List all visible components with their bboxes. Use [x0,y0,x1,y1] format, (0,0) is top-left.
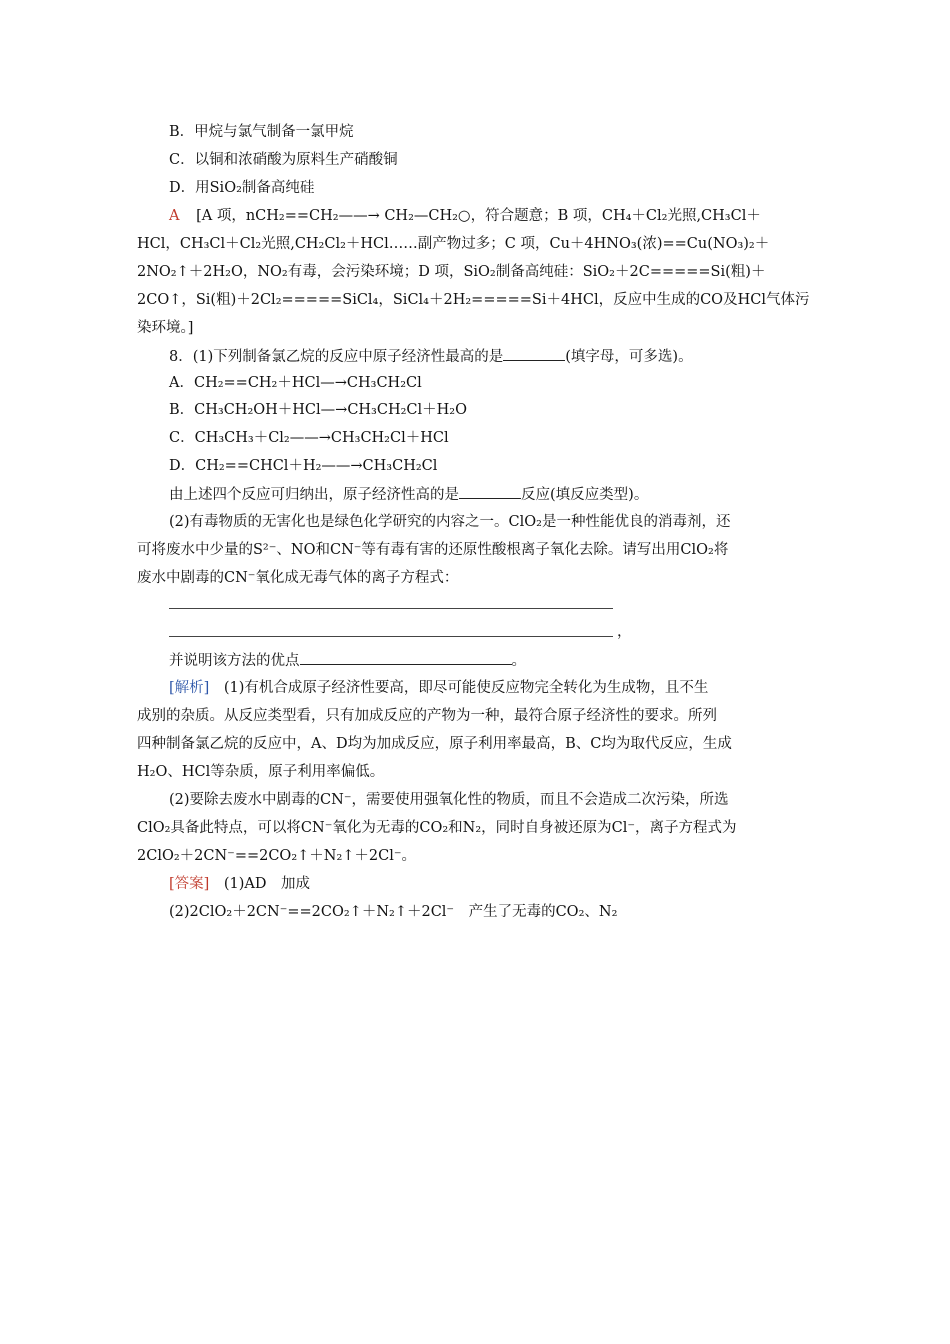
answer-7-line5: 染环境。] [137,320,194,336]
q8-advantage [169,650,526,671]
option-c: C．以铜和浓硝酸为原料生产硝酸铜 [169,152,398,168]
q8-part2-line2: 可将废水中少量的S²⁻、NO和CN⁻等有毒有害的还原性酸根离子氧化去除。请写出用ClO₂将 [137,542,729,558]
q8-advantage-a: 并说明该方法的优点 [169,653,300,669]
blank-comma: ， [617,624,632,640]
analysis-line1 [169,678,708,698]
answer-tag: [答案] [169,876,210,892]
answer-blank-line-1[interactable] [169,608,613,609]
analysis-line1-text: (1)有机合成原子经济性要高，即尽可能使反应物完全转化为生成物，且不生 [209,680,709,696]
option-d: D．用SiO₂制备高纯硅 [169,180,315,196]
answer-8-line1 [169,874,310,894]
answer-8-line1-text: (1)AD 加成 [209,876,310,892]
q8-advantage-b: 。 [511,653,526,669]
q8-blank-1[interactable] [503,346,565,361]
analysis-line6: ClO₂具备此特点，可以将CN⁻氧化为无毒的CO₂和N₂，同时自身被还原为Cl⁻，离子方程式为 [137,820,737,836]
q8-blank-2[interactable] [459,484,521,499]
q8-summary [169,484,648,505]
q8-part2-line1: (2)有毒物质的无害化也是绿色化学研究的内容之一。ClO₂是一种性能优良的消毒剂，还 [169,514,731,530]
answer-7-line1-text: [A 项，nCH₂==CH₂——→ CH₂—CH₂○，符合题意；B 项，CH₄＋Cl₂光照,CH₃Cl＋ [196,208,761,224]
q8-stem-b: (填字母，可多选)。 [565,349,693,365]
q8-option-d: D．CH₂==CHCl＋H₂——→CH₃CH₂Cl [169,458,438,474]
analysis-line4: H₂O、HCl等杂质，原子利用率偏低。 [137,764,385,780]
answer-8-line2: (2)2ClO₂＋2CN⁻==2CO₂↑＋N₂↑＋2Cl⁻ 产生了无毒的CO₂、N₂ [169,904,618,920]
q8-option-a: A．CH₂==CH₂＋HCl—→CH₃CH₂Cl [169,375,422,391]
answer-7-letter: A [169,208,180,224]
analysis-tag: [解析] [169,680,210,696]
analysis-line7: 2ClO₂＋2CN⁻==2CO₂↑＋N₂↑＋2Cl⁻。 [137,848,417,864]
q8-part2-line3: 废水中剧毒的CN⁻氧化成无毒气体的离子方程式： [137,570,459,586]
answer-7-line2: HCl，CH₃Cl＋Cl₂光照,CH₂Cl₂＋HCl……副产物过多；C 项，Cu＋4HNO₃(浓)==Cu(NO₃)₂＋ [137,236,770,252]
answer-7-line3: 2NO₂↑＋2H₂O，NO₂有毒，会污染环境；D 项，SiO₂制备高纯硅：SiO₂＋2C=====Si(粗)＋ [137,264,766,280]
q8-summary-a: 由上述四个反应可归纳出，原子经济性高的是 [169,487,459,503]
analysis-line5: (2)要除去废水中剧毒的CN⁻，需要使用强氧化性的物质，而且不会造成二次污染，所选 [169,792,729,808]
analysis-line3: 四种制备氯乙烷的反应中，A、D均为加成反应，原子利用率最高，B、C均为取代反应，生成 [137,736,732,752]
answer-7-line4: 2CO↑，Si(粗)＋2Cl₂=====SiCl₄，SiCl₄＋2H₂=====Si＋4HCl，反应中生成的CO及HCl气体污 [137,292,810,308]
q8-option-b: B．CH₃CH₂OH＋HCl—→CH₃CH₂Cl＋H₂O [169,402,468,418]
q8-option-c: C．CH₃CH₃＋Cl₂——→CH₃CH₂Cl＋HCl [169,430,449,446]
q8-summary-b: 反应(填反应类型)。 [521,487,649,503]
q8-blank-3[interactable] [300,650,512,665]
q8-stem [169,346,693,367]
analysis-line2: 成别的杂质。从反应类型看，只有加成反应的产物为一种，最符合原子经济性的要求。所列 [137,708,717,724]
answer-7-line1 [169,206,761,226]
answer-blank-line-2[interactable] [169,636,613,637]
option-b: B．甲烷与氯气制备一氯甲烷 [169,124,354,140]
q8-stem-a: 8．(1)下列制备氯乙烷的反应中原子经济性最高的是 [169,349,504,365]
